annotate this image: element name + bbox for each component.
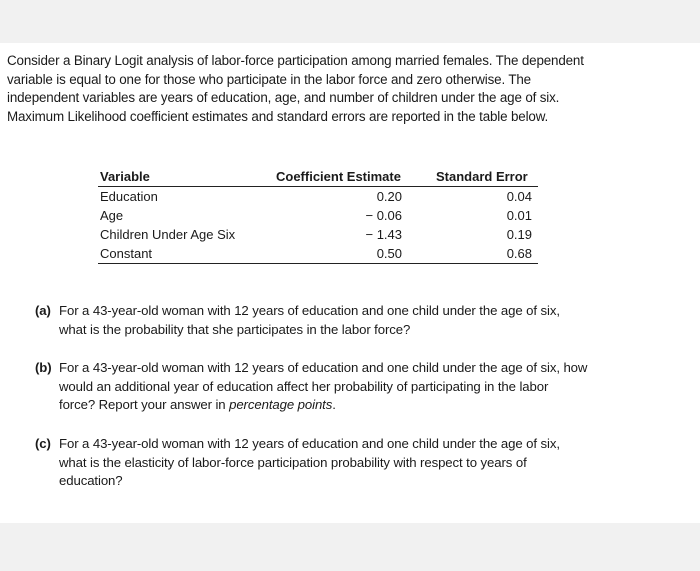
question-text [59, 435, 560, 491]
intro-line: variable is equal to one for those who participate in the labor force and zero otherwise. The [7, 71, 531, 87]
document-page [0, 43, 700, 523]
table-row [98, 244, 538, 264]
cell-standard-error: 0.19 [506, 227, 532, 242]
cell-variable: Education [100, 189, 158, 204]
question-line: For a 43-year-old woman with 12 years of education and one child under the age of six, how [59, 360, 588, 375]
intro-paragraph [7, 52, 693, 126]
question-line-prefix: force? Report your answer in [59, 397, 230, 412]
intro-line: Maximum Likelihood coefficient estimates and standard errors are reported in the table below. [7, 108, 549, 124]
table-row [98, 206, 538, 225]
question-line: what is the probability that she participates in the labor force? [59, 321, 411, 337]
question-label: (a) [35, 303, 51, 318]
coefficient-table [98, 167, 538, 264]
question-line: what is the elasticity of labor-force participation probability with respect to years of [59, 454, 527, 470]
intro-line: Consider a Binary Logit analysis of labor-force participation among married females. The dependent [7, 53, 584, 68]
cell-coefficient: − 1.43 [365, 227, 402, 242]
header-standard-error: Standard Error [428, 167, 538, 187]
cell-variable: Age [100, 208, 124, 223]
cell-coefficient: 0.20 [376, 189, 402, 204]
cell-standard-error: 0.68 [428, 244, 538, 264]
question-label: (c) [35, 436, 51, 451]
cell-standard-error: 0.01 [506, 208, 532, 223]
question-text [59, 359, 587, 415]
question-line: For a 43-year-old woman with 12 years of education and one child under the age of six, [59, 303, 560, 318]
cell-standard-error: 0.04 [506, 189, 532, 204]
header-variable: Variable [98, 167, 272, 187]
table-row [98, 225, 538, 244]
question-line: For a 43-year-old woman with 12 years of education and one child under the age of six, [59, 436, 560, 451]
emphasis-text: percentage points [229, 397, 333, 412]
intro-line: independent variables are years of education, age, and number of children under the age of six. [7, 90, 560, 105]
question-line-suffix: . [332, 397, 336, 412]
question-label: (b) [35, 360, 52, 375]
question-line: education? [59, 473, 123, 488]
cell-variable: Constant [98, 244, 272, 264]
table-header-row [98, 167, 538, 187]
cell-variable: Children Under Age Six [100, 227, 236, 242]
header-coefficient: Coefficient Estimate [272, 167, 428, 187]
question-text [59, 302, 560, 339]
table-row [98, 187, 538, 207]
cell-coefficient: 0.50 [272, 244, 428, 264]
question-line [59, 396, 587, 415]
question-line: would an additional year of education affect her probability of participating in the labor [59, 378, 549, 394]
cell-coefficient: − 0.06 [365, 208, 402, 223]
